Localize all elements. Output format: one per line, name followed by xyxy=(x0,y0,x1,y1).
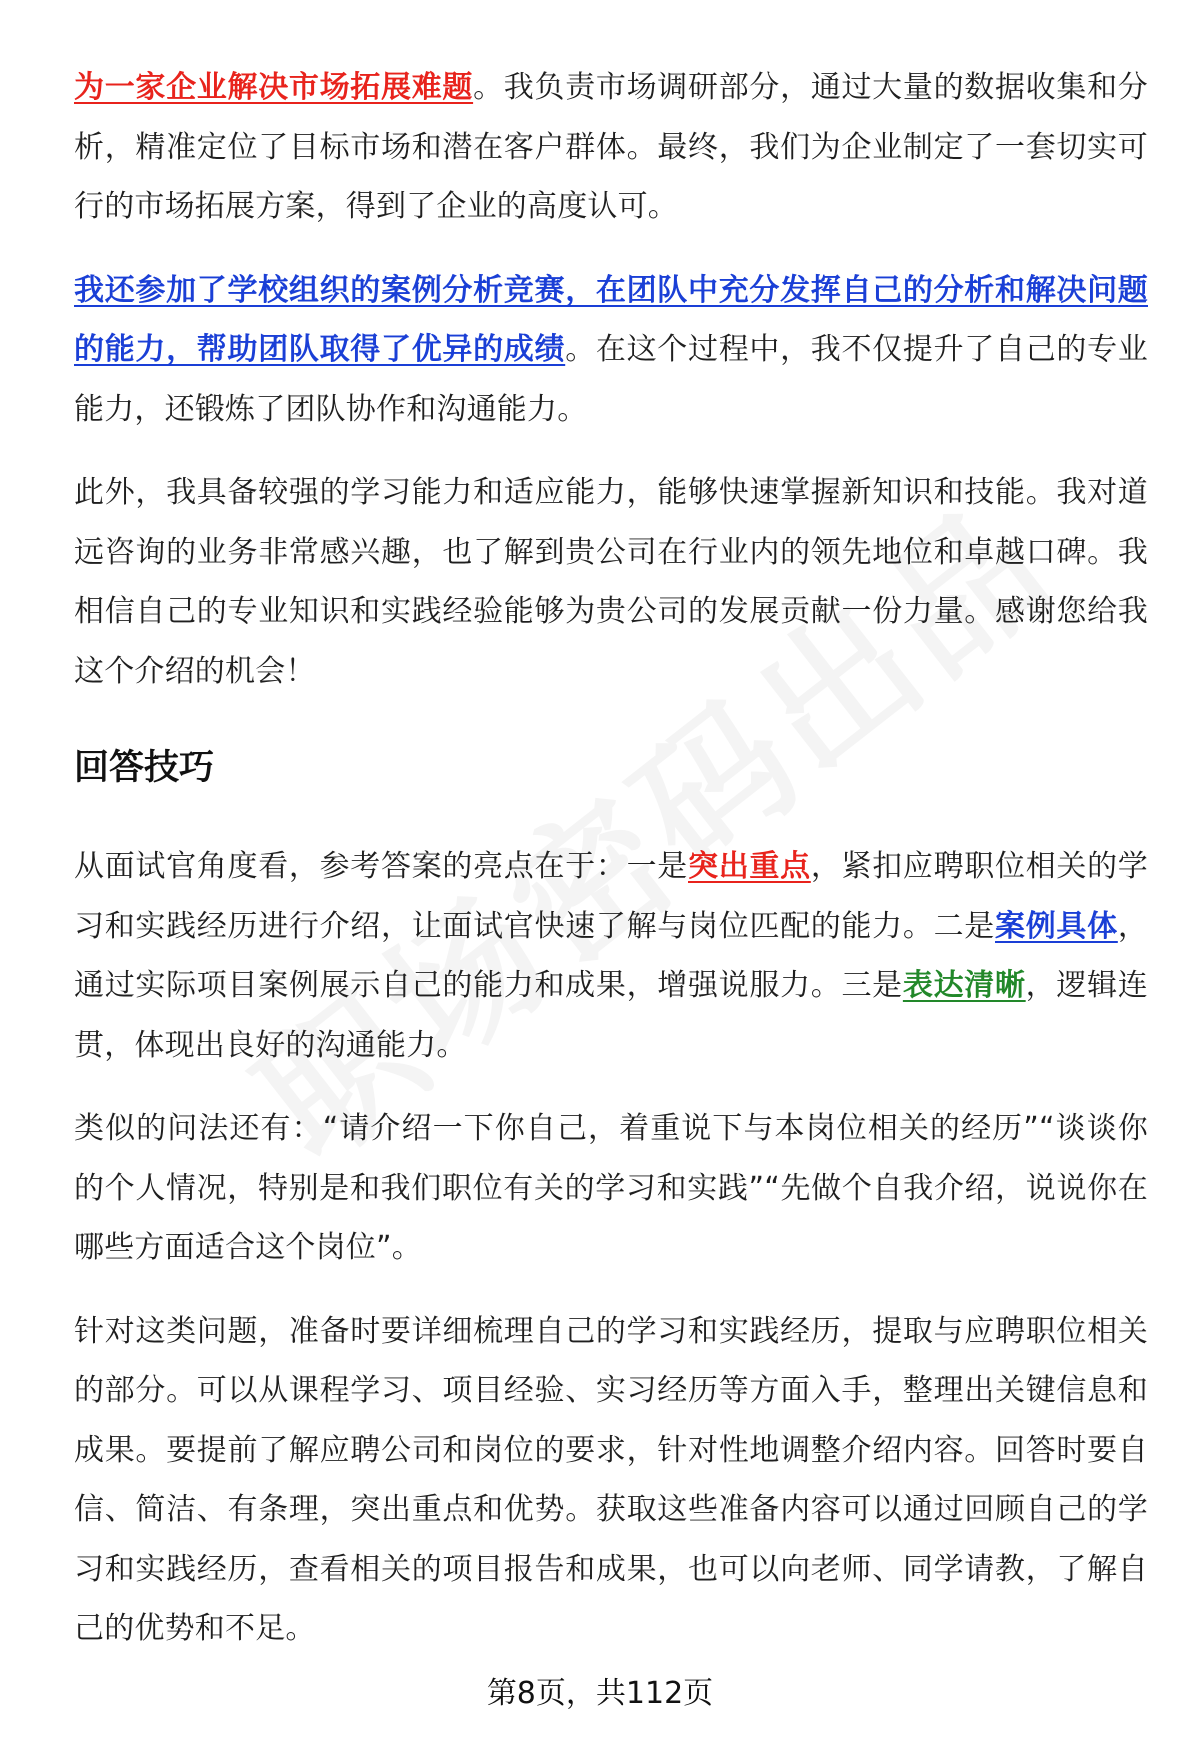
paragraph-case-competition xyxy=(74,261,1148,440)
section-heading: 回答技巧 xyxy=(74,748,215,788)
tips-text: ，紧扣应聘职位相关的学习和实践经历进行介绍，让面试官快速了解与岗位匹配的能力。二是 xyxy=(74,849,1149,944)
paragraph-tips xyxy=(74,837,1148,1075)
paragraph-text: 。在这个过程中，我不仅提升了自己的专业能力，还锻炼了团队协作和沟通能力。 xyxy=(74,332,1148,427)
page-number: 第8页，共112页 xyxy=(486,1676,714,1711)
highlight-case-competition: 我还参加了学校组织的案例分析竞赛，在团队中充分发挥自己的分析和解决问题的能力，帮助团队取得了优异的成绩 xyxy=(74,272,1148,367)
paragraph-similar-questions: 类似的问法还有：“请介绍一下你自己，着重说下与本岗位相关的经历”“谈谈你的个人情况，特别是和我们职位有关的学习和实践”“先做个自我介绍，说说你在哪些方面适合这个岗位”。 xyxy=(74,1111,1148,1265)
paragraph-text: 。我负责市场调研部分，通过大量的数据收集和分析，精准定位了目标市场和潜在客户群体。最终，我们为企业制定了一套切实可行的市场拓展方案，得到了企业的高度认可。 xyxy=(74,70,1148,224)
highlight-market-expansion: 为一家企业解决市场拓展难题 xyxy=(74,70,474,105)
highlight-focus: 突出重点 xyxy=(688,849,811,884)
document-page xyxy=(74,58,1148,1683)
tips-text: ，逻辑连贯，体现出良好的沟通能力。 xyxy=(74,968,1148,1063)
highlight-clear-expression: 表达清晰 xyxy=(902,968,1026,1003)
paragraph-market-expansion xyxy=(74,58,1148,237)
tips-text: ，通过实际项目案例展示自己的能力和成果，增强说服力。三是 xyxy=(74,908,1149,1003)
highlight-concrete-cases: 案例具体 xyxy=(995,908,1118,944)
tips-text: 从面试官角度看，参考答案的亮点在于：一是 xyxy=(74,849,688,884)
paragraph-learning-ability: 此外，我具备较强的学习能力和适应能力，能够快速掌握新知识和技能。我对道远咨询的业务非常感兴趣，也了解到贵公司在行业内的领先地位和卓越口碑。我相信自己的专业知识和实践经验能够为贵公司的发展贡献一份力量。感谢您给我这个介绍的机会！ xyxy=(74,475,1148,689)
paragraph-preparation-advice: 针对这类问题，准备时要详细梳理自己的学习和实践经历，提取与应聘职位相关的部分。可以从课程学习、项目经验、实习经历等方面入手，整理出关键信息和成果。要提前了解应聘公司和岗位的要求，针对性地调整介绍内容。回答时要自信、简洁、有条理，突出重点和优势。获取这些准备内容可以通过回顾自己的学习和实践经历，查看相关的项目报告和成果，也可以向老师、同学请教，了解自己的优势和不足。 xyxy=(74,1313,1148,1646)
